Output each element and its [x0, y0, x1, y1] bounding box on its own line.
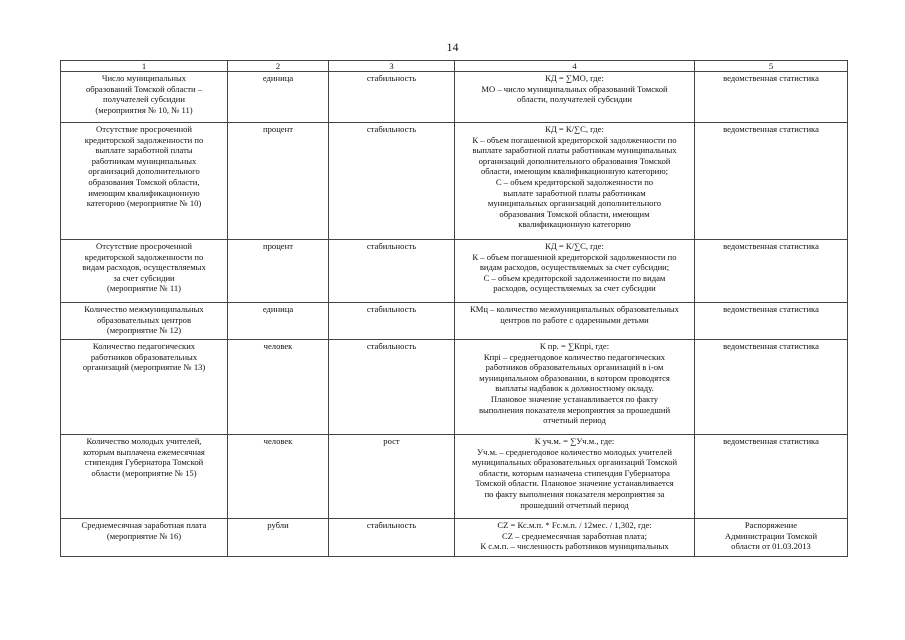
source-line: области от 01.03.2013 [731, 541, 811, 552]
source-cell [695, 72, 848, 123]
trend-cell: стабильность [329, 240, 455, 303]
indicator-line: Количество педагогических [92, 341, 196, 351]
table-row [61, 303, 848, 340]
formula-line: отчетный период [543, 415, 606, 426]
indicator-line: образований Томской области – [85, 83, 203, 94]
formula-line: образования Томской области, имеющим [499, 208, 650, 219]
page-number: 14 [446, 40, 459, 54]
formula-line: области, получателей субсидии [517, 94, 632, 105]
indicator-cell [61, 123, 228, 240]
header-cell-3: 3 [329, 61, 455, 72]
indicator-cell [61, 72, 228, 123]
formula-line: организаций дополнительного образования Томской [478, 155, 671, 166]
source-line: ведомственная статистика [723, 73, 819, 83]
formula-line: С – объем кредиторской задолженности по [495, 176, 654, 187]
source-line: ведомственная статистика [723, 436, 819, 446]
indicator-line: стипендия Губернатора Томской [84, 457, 204, 468]
formula-line: Уч.м. – среднегодовое количество молодых учителей [477, 446, 672, 457]
indicator-line: работникам муниципальных [91, 155, 197, 166]
table-row [61, 123, 848, 240]
source-line: ведомственная статистика [723, 124, 819, 134]
indicator-line: видам расходов, осуществляемых [82, 262, 206, 273]
trend-cell: стабильность [329, 72, 455, 123]
source-cell [695, 303, 848, 340]
indicator-cell [61, 340, 228, 435]
source-cell [695, 340, 848, 435]
formula-cell [455, 340, 695, 435]
table-row [61, 340, 848, 435]
header-row [61, 61, 848, 72]
formula-line: выплаты надбавок к должностному окладу. [495, 383, 654, 394]
header-cell-2: 2 [228, 61, 329, 72]
indicator-line: организаций дополнительного [88, 166, 200, 177]
formula-cell [455, 303, 695, 340]
unit-cell: человек [228, 340, 329, 435]
formula-line: КД = К/∑С, где: [545, 241, 604, 251]
formula-line: КД = ∑МО, где: [545, 73, 604, 83]
indicator-line: кредиторской задолженности по [84, 251, 204, 262]
indicator-cell [61, 240, 228, 303]
indicator-cell [61, 303, 228, 340]
indicator-line: организаций (мероприятие № 13) [82, 362, 206, 373]
indicators-table [60, 60, 848, 557]
trend-cell: стабильность [329, 123, 455, 240]
source-cell [695, 519, 848, 557]
trend-cell: рост [329, 435, 455, 519]
indicator-cell [61, 435, 228, 519]
formula-line: Томской области. Плановое значение устанавливается [475, 478, 674, 489]
formula-line: центров по работе с одаренными детьми [500, 314, 649, 325]
formula-line: области, имеющим квалификационную категорию; [480, 166, 669, 177]
unit-cell: единица [228, 72, 329, 123]
indicator-line: (мероприятие № 11) [107, 283, 181, 294]
formula-cell [455, 240, 695, 303]
indicator-line: образования Томской области, [88, 176, 200, 187]
formula-cell [455, 519, 695, 557]
table-row [61, 519, 848, 557]
formula-cell [455, 123, 695, 240]
source-line: Распоряжение [744, 520, 798, 530]
source-line: Администрации Томской [724, 530, 818, 541]
indicator-line: Отсутствие просроченной [96, 124, 192, 134]
source-cell [695, 435, 848, 519]
formula-line: CZ – среднемесячная заработная плата; [502, 530, 647, 541]
indicator-line: (мероприятия № 10, № 11) [95, 104, 193, 115]
formula-line: К – объем погашенной кредиторской задолженности по [472, 134, 677, 145]
indicator-line: которым выплачена ежемесячная [83, 446, 205, 457]
formula-line: видам расходов, осуществляемых за счет субсидии; [479, 262, 670, 273]
indicator-line: получателей субсидии [103, 94, 185, 105]
formula-line: С – объем кредиторской задолженности по видам [483, 272, 666, 283]
formula-line: Плановое значение устанавливается по факту [490, 393, 659, 404]
indicator-line: имеющим квалификационную [88, 187, 200, 198]
header-cell-4: 4 [455, 61, 695, 72]
indicator-line: Среднемесячная заработная плата [81, 520, 207, 530]
formula-line: выполнения показателя мероприятия за прошедший [478, 404, 671, 415]
indicator-line: работников образовательных [90, 351, 198, 362]
source-cell [695, 123, 848, 240]
unit-cell: процент [228, 240, 329, 303]
formula-line: МО – число муниципальных образований Томской [481, 83, 668, 94]
trend-cell: стабильность [329, 303, 455, 340]
formula-line: Кпрi – среднегодовое количество педагогических [483, 351, 666, 362]
table-row [61, 72, 848, 123]
indicator-line: (мероприятие № 12) [106, 325, 182, 336]
formula-line: выплате заработной платы работникам [503, 187, 646, 198]
formula-line: работников образовательных организаций в i-ом [485, 362, 664, 373]
trend-cell: стабильность [329, 340, 455, 435]
table-row [61, 435, 848, 519]
source-cell [695, 240, 848, 303]
trend-cell: стабильность [329, 519, 455, 557]
formula-line: К пр. = ∑Кпрi, где: [539, 341, 610, 351]
unit-cell: рубли [228, 519, 329, 557]
formula-line: КМц – количество межмуниципальных образовательных [470, 304, 679, 314]
unit-cell: человек [228, 435, 329, 519]
indicator-line: категорию (мероприятие № 10) [86, 198, 202, 209]
formula-cell [455, 72, 695, 123]
indicator-line: (мероприятие № 16) [106, 530, 182, 541]
formula-line: К с.м.п. – численность работников муниципальных [480, 541, 669, 552]
source-line: ведомственная статистика [723, 241, 819, 251]
formula-line: расходов, осуществляемых за счет субсидии [493, 283, 656, 294]
header-cell-1: 1 [61, 61, 228, 72]
indicator-cell [61, 519, 228, 557]
formula-line: КД = К/∑С, где: [545, 124, 604, 134]
indicator-line: Количество межмуниципальных [84, 304, 204, 314]
indicator-line: выплате заработной платы [95, 145, 193, 156]
formula-line: К – объем погашенной кредиторской задолженности по [472, 251, 677, 262]
formula-line: муниципальных организаций дополнительного [487, 198, 662, 209]
formula-line: выплате заработной платы работникам муниципальных [472, 145, 677, 156]
table-row [61, 240, 848, 303]
formula-line: квалификационную категорию [518, 219, 631, 230]
formula-line: CZ = Кс.м.п. * Fс.м.п. / 12мес. / 1,302, где: [497, 520, 652, 530]
formula-line: прошедший отчетный период [520, 499, 629, 510]
header-cell-5: 5 [695, 61, 848, 72]
formula-line: муниципальном образовании, в котором проводятся [479, 372, 670, 383]
formula-line: К уч.м. = ∑Уч.м., где: [534, 436, 615, 446]
source-line: ведомственная статистика [723, 341, 819, 351]
indicator-line: кредиторской задолженности по [84, 134, 204, 145]
indicator-line: Число муниципальных [101, 73, 187, 83]
formula-line: области, которым назначена стипендия Губернатора [479, 467, 670, 478]
formula-line: муниципальных образовательных организаций Томской [471, 457, 678, 468]
unit-cell: единица [228, 303, 329, 340]
formula-line: по факту выполнения показателя мероприятия за [484, 488, 665, 499]
formula-cell [455, 435, 695, 519]
indicator-line: за счет субсидии [113, 272, 175, 283]
unit-cell: процент [228, 123, 329, 240]
indicator-line: образовательных центров [96, 314, 192, 325]
indicator-line: Количество молодых учителей, [86, 436, 202, 446]
indicator-line: области (мероприятие № 15) [91, 467, 197, 478]
source-line: ведомственная статистика [723, 304, 819, 314]
indicator-line: Отсутствие просроченной [96, 241, 192, 251]
